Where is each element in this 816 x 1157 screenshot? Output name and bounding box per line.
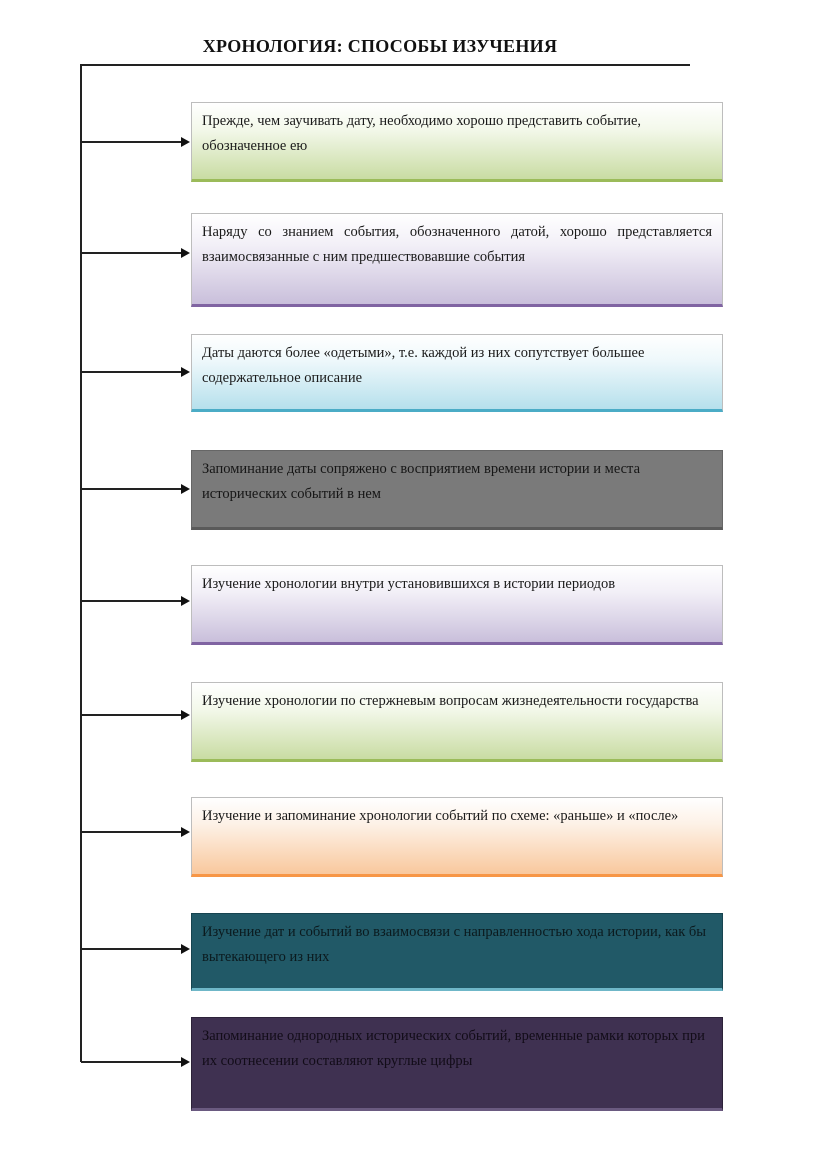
connector-3 — [81, 371, 181, 373]
method-box-9: Запоминание однородных исторических событий, временные рамки которых при их соотнесении составляют круглые цифры — [191, 1017, 723, 1111]
page-title: ХРОНОЛОГИЯ: СПОСОБЫ ИЗУЧЕНИЯ — [202, 36, 558, 56]
connector-4 — [81, 488, 181, 490]
connector-9 — [81, 1061, 181, 1063]
connector-7 — [81, 831, 181, 833]
method-box-7: Изучение и запоминание хронологии событий по схеме: «раньше» и «после» — [191, 797, 723, 877]
arrowhead-icon-6 — [181, 710, 190, 720]
method-box-3: Даты даются более «одетыми», т.е. каждой из них сопутствует большее содержательное описание — [191, 334, 723, 412]
connector-1 — [81, 141, 181, 143]
arrowhead-icon-5 — [181, 596, 190, 606]
method-box-6: Изучение хронологии по стержневым вопросам жизнедеятельности государства — [191, 682, 723, 762]
method-box-1: Прежде, чем заучивать дату, необходимо хорошо представить событие, обозначенное ею — [191, 102, 723, 182]
method-box-5: Изучение хронологии внутри установившихся в истории периодов — [191, 565, 723, 645]
top-line — [80, 64, 690, 66]
left-spine-line — [80, 64, 82, 1062]
arrowhead-icon-8 — [181, 944, 190, 954]
connector-5 — [81, 600, 181, 602]
arrowhead-icon-4 — [181, 484, 190, 494]
arrowhead-icon-2 — [181, 248, 190, 258]
arrowhead-icon-9 — [181, 1057, 190, 1067]
arrowhead-icon-3 — [181, 367, 190, 377]
method-box-8: Изучение дат и событий во взаимосвязи с направленностью хода истории, как бы вытекающего из них — [191, 913, 723, 991]
arrowhead-icon-1 — [181, 137, 190, 147]
connector-8 — [81, 948, 181, 950]
method-box-2: Наряду со знанием события, обозначенного датой, хорошо представляется взаимосвязанные с ним предшествовавшие события — [191, 213, 723, 307]
arrowhead-icon-7 — [181, 827, 190, 837]
connector-2 — [81, 252, 181, 254]
connector-6 — [81, 714, 181, 716]
method-box-4: Запоминание даты сопряжено с восприятием времени истории и места исторических событий в нем — [191, 450, 723, 530]
